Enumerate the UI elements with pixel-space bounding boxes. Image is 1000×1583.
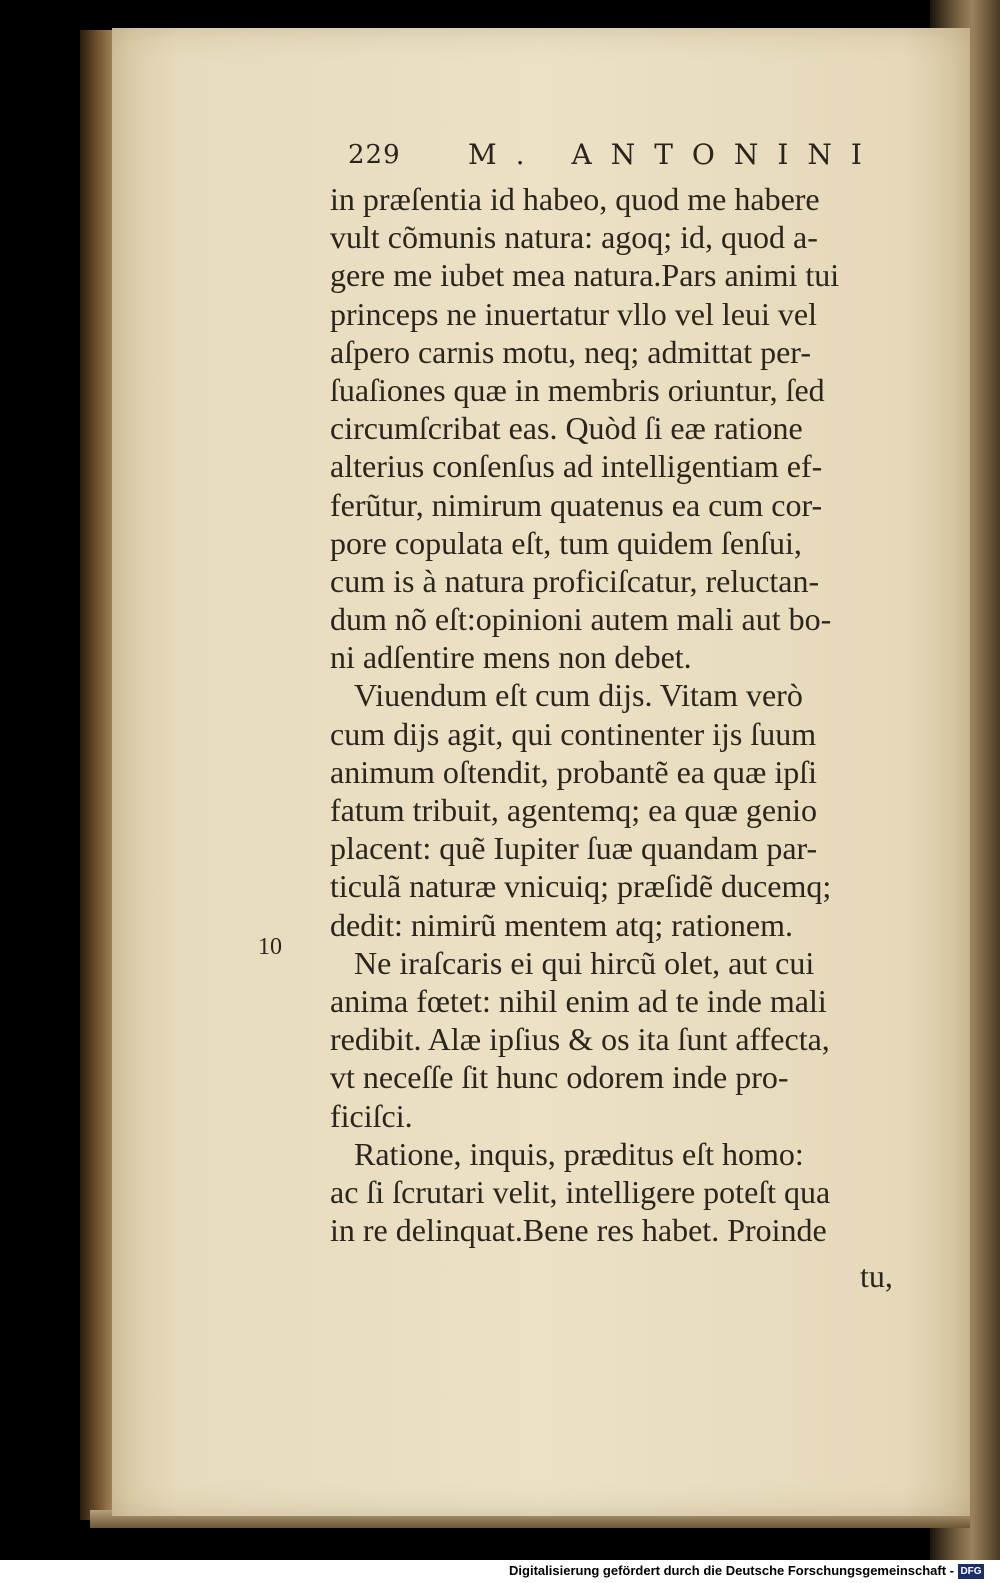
text-line: princeps ne inuertatur vllo vel leui vel bbox=[330, 295, 817, 332]
text-line: in præſentia id habeo, quod me habere bbox=[330, 181, 820, 217]
text-line: redibit. Alæ ipſius & os ita ſunt affecta, bbox=[330, 1021, 830, 1058]
text-line: Viuendum eſt cum dijs. Vitam verò bbox=[354, 677, 803, 714]
page-number: 229 bbox=[348, 140, 401, 170]
running-title: M. ANTONINI bbox=[468, 138, 881, 171]
text-line: cum dijs agit, qui continenter ijs ſuum bbox=[330, 715, 817, 752]
page-body-text bbox=[330, 180, 940, 1249]
text-line: Ratione, inquis, præditus eſt homo: bbox=[354, 1135, 804, 1172]
text-line: circumſcribat eas. Quòd ſi eæ ratione bbox=[330, 410, 803, 447]
dfg-logo-icon: DFG bbox=[958, 1564, 984, 1579]
text-line: anima fœtet: nihil enim ad te inde mali bbox=[330, 982, 827, 1019]
catchword: tu, bbox=[860, 1258, 893, 1294]
text-line: dedit: nimirũ mentem atq; rationem. bbox=[330, 906, 793, 943]
text-line: pore copulata eſt, tum quidem ſenſui, bbox=[330, 524, 802, 561]
text-line: aſpero carnis motu, neq; admittat per- bbox=[330, 333, 811, 370]
text-line: Ne iraſcaris ei qui hircũ olet, aut cui bbox=[354, 944, 815, 981]
text-line: ticulã naturæ vnicuiq; præſidẽ ducemq; bbox=[330, 868, 832, 905]
text-line: placent: quẽ Iupiter ſuæ quandam par- bbox=[330, 830, 818, 867]
margin-note: 10 bbox=[258, 934, 282, 960]
text-line: ni adſentire mens non debet. bbox=[330, 639, 692, 676]
text-line: cum is à natura proficiſcatur, reluctan- bbox=[330, 562, 820, 599]
page-header bbox=[348, 138, 881, 178]
footer-credit: Digitalisierung gefördert durch die Deutsche Forschungsgemeinschaft - bbox=[509, 1563, 954, 1578]
text-line: vult cõmunis natura: agoq; id, quod a- bbox=[330, 219, 818, 256]
text-line: gere me iubet mea natura.Pars animi tui bbox=[330, 257, 840, 294]
text-line: ac ſi ſcrutari velit, intelligere poteſt qua bbox=[330, 1173, 831, 1210]
text-line: vt neceſſe ſit hunc odorem inde pro- bbox=[330, 1059, 789, 1096]
text-line: in re delinquat.Bene res habet. Proinde bbox=[330, 1212, 827, 1249]
text-line: dum nõ eſt:opinioni autem mali aut bo- bbox=[330, 601, 832, 638]
text-line: animum oſtendit, probantẽ ea quæ ipſi bbox=[330, 753, 818, 790]
text-line: ficiſci. bbox=[330, 1097, 413, 1134]
text-line: alterius conſenſus ad intelligentiam ef- bbox=[330, 448, 823, 485]
text-line: ſuaſiones quæ in membris oriuntur, ſed bbox=[330, 371, 825, 408]
text-line: fatum tribuit, agentemq; ea quæ genio bbox=[330, 792, 817, 828]
footer-bar bbox=[0, 1560, 1000, 1583]
text-line: ferũtur, nimirum quatenus ea cum cor- bbox=[330, 486, 823, 523]
